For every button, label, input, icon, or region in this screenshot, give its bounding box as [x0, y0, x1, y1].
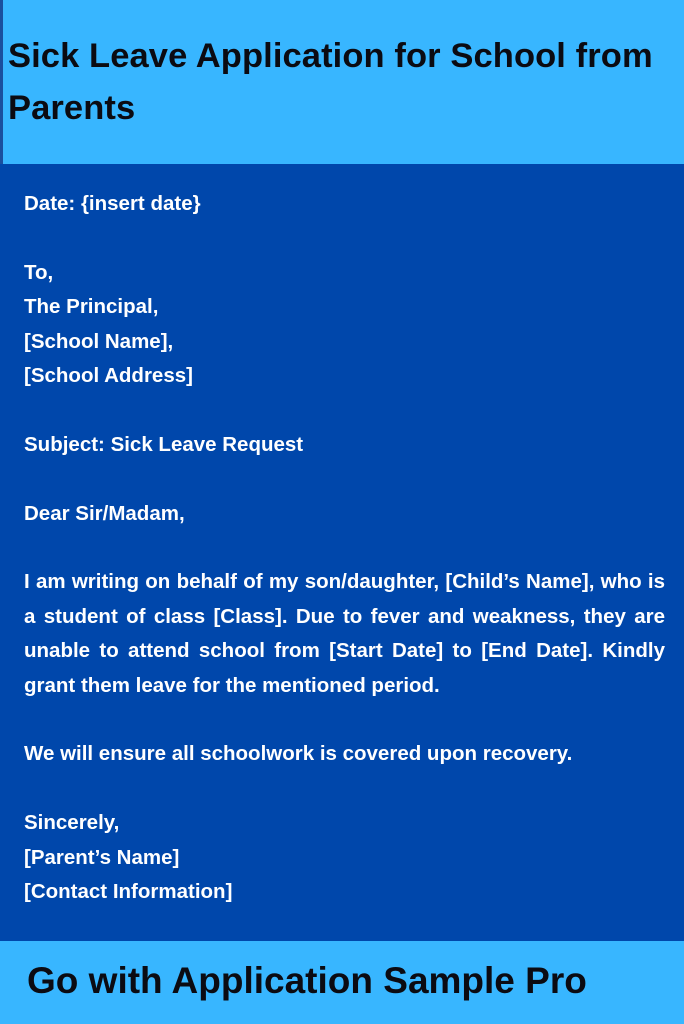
spacer — [24, 772, 665, 806]
letter-date: Date: {insert date} — [24, 192, 201, 215]
spacer — [24, 703, 665, 737]
closing-line: [Parent’s Name] — [24, 845, 180, 869]
spacer — [24, 531, 665, 565]
letter-body — [24, 187, 665, 909]
spacer — [24, 393, 665, 427]
spacer — [24, 221, 665, 255]
footer-brand-text: Go with Application Sample Pro — [27, 960, 587, 1001]
recipient-line: [School Address] — [24, 364, 193, 388]
letter-assurance: We will ensure all schoolwork is covered upon recovery. — [24, 742, 573, 766]
closing-line: Sincerely, — [24, 811, 120, 835]
recipient-line: To, — [24, 260, 54, 284]
spacer — [24, 462, 665, 496]
page-title: Sick Leave Application for School from Parents — [8, 37, 653, 127]
letter-salutation: Dear Sir/Madam, — [24, 501, 185, 525]
closing-block — [24, 806, 665, 909]
footer-banner — [0, 941, 684, 1024]
recipient-line: [School Name], — [24, 329, 174, 353]
letter-subject: Subject: Sick Leave Request — [24, 432, 304, 456]
header-banner — [0, 0, 684, 164]
closing-line: [Contact Information] — [24, 880, 233, 904]
recipient-block — [24, 256, 665, 394]
recipient-line: The Principal, — [24, 295, 159, 319]
letter-paragraph: I am writing on behalf of my son/daughter, [Child’s Name], who is a student of class [Class]. Due to fever and weakness, they are unable to attend school from [Start Date] to [End Date]. Kindly grant them leave for the mentioned period. — [24, 570, 665, 697]
